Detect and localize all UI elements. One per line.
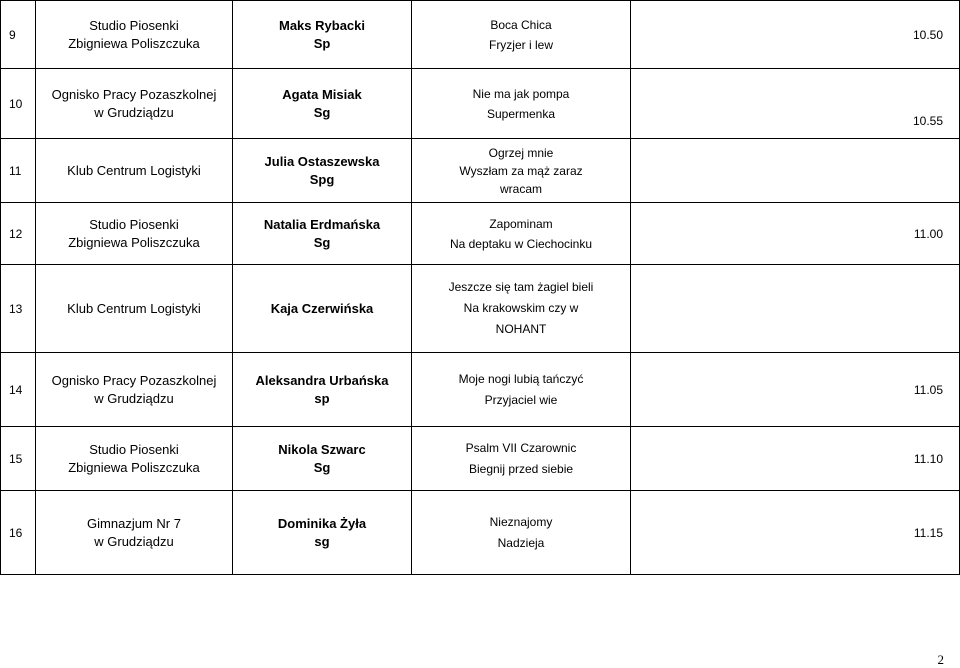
song-title: Wyszłam za mąż zaraz [459, 163, 583, 178]
song-title: Nie ma jak pompa [472, 86, 570, 101]
time-cell: 10.50 [631, 1, 960, 69]
performer-cell [233, 69, 412, 139]
school-cell [36, 69, 233, 139]
row-number: 15 [1, 427, 36, 491]
songs-cell [412, 353, 631, 427]
school-line: Ognisko Pracy Pozaszkolnej [51, 372, 217, 388]
school-cell [36, 1, 233, 69]
time-cell: 11.00 [631, 203, 960, 265]
time-cell [631, 139, 960, 203]
song-title: Nadzieja [497, 535, 545, 550]
performer-name: Nikola Szwarc [278, 441, 366, 457]
performer-cell [233, 203, 412, 265]
school-cell [36, 265, 233, 353]
performer-cell [233, 139, 412, 203]
page-number: 2 [937, 652, 944, 667]
song-title: wracam [499, 181, 542, 196]
time-cell: 11.10 [631, 427, 960, 491]
song-title: Na deptaku w Ciechocinku [449, 236, 593, 251]
song-title: NOHANT [495, 322, 547, 336]
song-title: Fryzjer i lew [488, 37, 553, 52]
song-title: Boca Chica [490, 17, 552, 32]
time-cell: 11.05 [631, 353, 960, 427]
table-row [1, 353, 960, 427]
school-line: Studio Piosenki [89, 441, 179, 457]
song-title: Moje nogi lubią tańczyć [458, 371, 584, 386]
songs-cell [412, 491, 631, 575]
songs-cell [412, 265, 631, 353]
school-line: w Grudziądzu [94, 533, 174, 549]
song-title: Na krakowskim czy w [463, 301, 579, 315]
songs-cell [412, 1, 631, 69]
school-line: Gimnazjum Nr 7 [87, 515, 181, 531]
song-title: Psalm VII Czarownic [465, 440, 577, 455]
performer-cell [233, 353, 412, 427]
performer-category: sp [314, 390, 330, 406]
table-row [1, 69, 960, 139]
performer-name: Aleksandra Urbańska [255, 372, 389, 388]
performer-name: Natalia Erdmańska [263, 216, 381, 232]
school-line: Klub Centrum Logistyki [67, 162, 201, 178]
school-line: Studio Piosenki [89, 216, 179, 232]
songs-cell [412, 139, 631, 203]
song-title: Przyjaciel wie [484, 392, 558, 407]
school-cell [36, 427, 233, 491]
row-number: 12 [1, 203, 36, 265]
performer-category: Sp [313, 35, 331, 51]
performer-category: Sg [313, 234, 331, 250]
school-line: Zbigniewa Poliszczuka [68, 459, 200, 475]
school-line: Studio Piosenki [89, 17, 179, 33]
school-line: Klub Centrum Logistyki [67, 300, 201, 316]
school-cell [36, 139, 233, 203]
performer-category: sg [314, 533, 330, 549]
school-line: Zbigniewa Poliszczuka [68, 35, 200, 51]
performer-name: Julia Ostaszewska [264, 153, 380, 169]
performer-category: Sg [313, 104, 331, 120]
performer-name: Maks Rybacki [279, 17, 365, 33]
school-cell [36, 203, 233, 265]
row-number: 11 [1, 139, 36, 203]
time-cell: 10.55 [631, 69, 960, 139]
performer-cell [233, 1, 412, 69]
row-number: 10 [1, 69, 36, 139]
table-row [1, 1, 960, 69]
song-title: Nieznajomy [489, 514, 553, 529]
song-title: Biegnij przed siebie [468, 461, 574, 476]
song-title: Ogrzej mnie [488, 145, 554, 160]
school-line: w Grudziądzu [94, 104, 174, 120]
table-row [1, 491, 960, 575]
row-number: 14 [1, 353, 36, 427]
school-line: Ognisko Pracy Pozaszkolnej [51, 86, 217, 102]
performer-name: Agata Misiak [282, 86, 362, 102]
time-cell [631, 265, 960, 353]
row-number: 9 [1, 1, 36, 69]
performer-name: Kaja Czerwińska [270, 300, 374, 316]
school-line: w Grudziądzu [94, 390, 174, 406]
performer-cell [233, 427, 412, 491]
performer-name: Dominika Żyła [277, 515, 367, 531]
table-row [1, 203, 960, 265]
school-cell [36, 353, 233, 427]
table-row [1, 427, 960, 491]
school-cell [36, 491, 233, 575]
songs-cell [412, 69, 631, 139]
time-cell: 11.15 [631, 491, 960, 575]
performer-cell [233, 265, 412, 353]
performer-category: Spg [309, 171, 335, 187]
performer-category: Sg [313, 459, 331, 475]
table-row [1, 139, 960, 203]
song-title: Jeszcze się tam żagiel bieli [448, 280, 594, 294]
song-title: Zapominam [489, 216, 553, 231]
songs-cell [412, 203, 631, 265]
song-title: Supermenka [486, 106, 556, 121]
songs-cell [412, 427, 631, 491]
row-number: 13 [1, 265, 36, 353]
table-row [1, 265, 960, 353]
row-number: 16 [1, 491, 36, 575]
school-line: Zbigniewa Poliszczuka [68, 234, 200, 250]
performer-cell [233, 491, 412, 575]
